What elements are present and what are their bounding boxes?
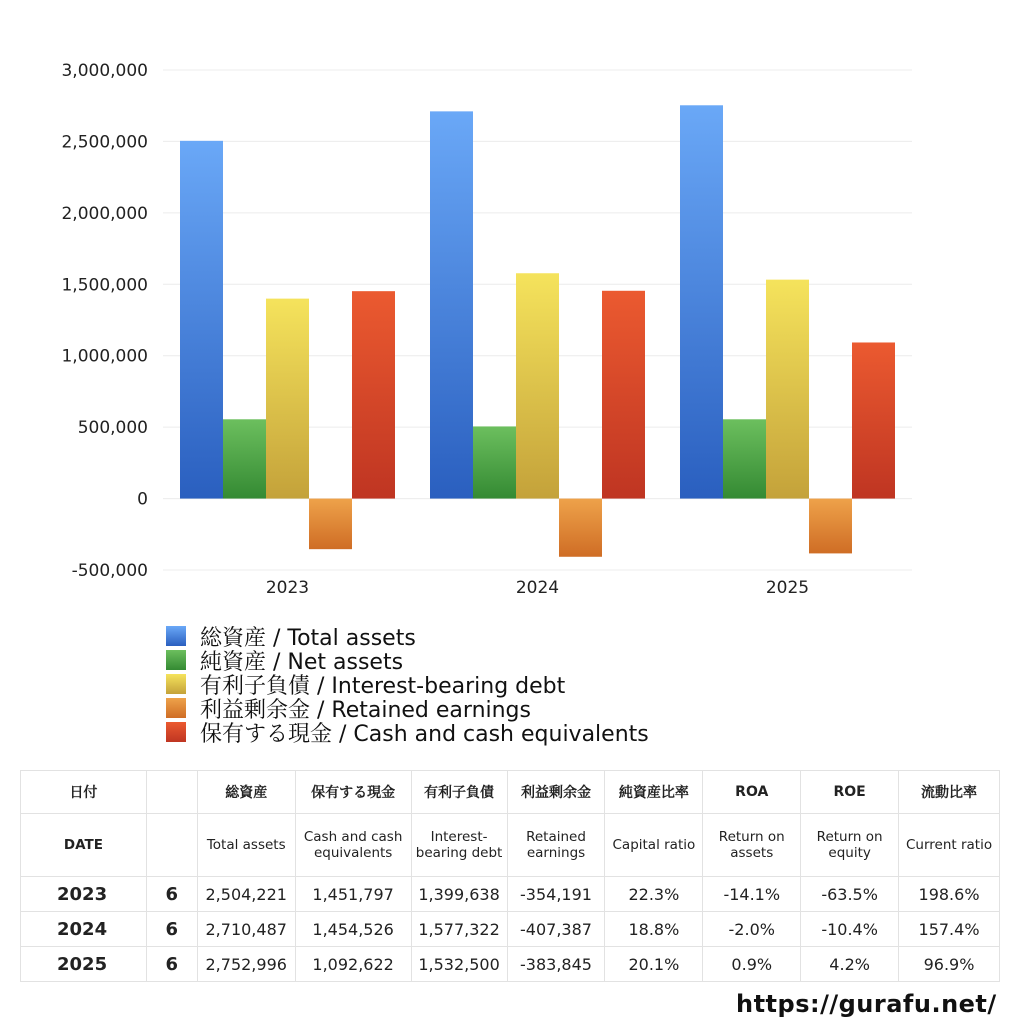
bar <box>180 141 223 499</box>
roa-cell: 0.9% <box>703 947 801 982</box>
legend-item[interactable] <box>166 720 649 747</box>
header-cell: ROA <box>703 771 801 814</box>
header-cell: 利益剰余金 <box>507 771 605 814</box>
year-cell: 2023 <box>21 877 147 912</box>
header-cell: Capital ratio <box>605 814 703 877</box>
bar <box>723 419 766 498</box>
y-tick-label: 2,500,000 <box>61 132 148 153</box>
y-tick-label: 1,500,000 <box>61 275 148 296</box>
table-header-row-en <box>21 814 1000 877</box>
legend-swatch-net-assets <box>166 650 186 670</box>
header-cell: Return on assets <box>703 814 801 877</box>
legend-label: 純資産 / Net assets <box>200 649 404 675</box>
bar <box>602 291 645 499</box>
legend-swatch-interest-bearing-debt <box>166 674 186 694</box>
capital-ratio-cell: 22.3% <box>605 877 703 912</box>
y-tick-label: 2,000,000 <box>61 203 148 224</box>
current-ratio-cell: 157.4% <box>899 912 1000 947</box>
bar <box>516 273 559 498</box>
table-header-row-ja <box>21 771 1000 814</box>
legend-label: 保有する現金 / Cash and cash equivalents <box>200 721 649 747</box>
year-cell: 2024 <box>21 912 147 947</box>
header-cell: ROE <box>801 771 899 814</box>
x-tick-label: 2025 <box>765 578 810 598</box>
roe-cell: -63.5% <box>801 877 899 912</box>
debt-cell: 1,577,322 <box>411 912 507 947</box>
header-cell: 日付 <box>21 771 147 814</box>
header-cell: Interest-bearing debt <box>411 814 507 877</box>
cash-cell: 1,092,622 <box>295 947 411 982</box>
total-assets-cell: 2,504,221 <box>197 877 295 912</box>
legend-label: 総資産 / Total assets <box>200 625 416 651</box>
legend <box>166 624 649 747</box>
header-cell: 保有する現金 <box>295 771 411 814</box>
y-tick-label: 0 <box>137 489 148 510</box>
legend-label: 利益剰余金 / Retained earnings <box>200 697 531 723</box>
total-assets-cell: 2,710,487 <box>197 912 295 947</box>
cash-cell: 1,451,797 <box>295 877 411 912</box>
month-cell: 6 <box>146 877 197 912</box>
header-cell: 流動比率 <box>899 771 1000 814</box>
bar <box>852 342 895 498</box>
legend-swatch-cash <box>166 722 186 742</box>
roa-cell: -14.1% <box>703 877 801 912</box>
header-cell: Current ratio <box>899 814 1000 877</box>
bars <box>180 105 895 556</box>
cash-cell: 1,454,526 <box>295 912 411 947</box>
legend-swatch-total-assets <box>166 626 186 646</box>
month-cell: 6 <box>146 947 197 982</box>
total-assets-cell: 2,752,996 <box>197 947 295 982</box>
bar <box>473 426 516 498</box>
y-tick-label: -500,000 <box>71 561 148 581</box>
year-cell: 2025 <box>21 947 147 982</box>
debt-cell: 1,532,500 <box>411 947 507 982</box>
bar <box>809 499 852 554</box>
roe-cell: 4.2% <box>801 947 899 982</box>
legend-label: 有利子負債 / Interest-bearing debt <box>200 673 566 699</box>
table-row <box>21 877 1000 912</box>
month-cell: 6 <box>146 912 197 947</box>
header-cell: 純資産比率 <box>605 771 703 814</box>
x-axis-ticks <box>266 578 809 598</box>
header-cell: DATE <box>21 814 147 877</box>
header-cell <box>146 771 197 814</box>
x-tick-label: 2024 <box>515 578 560 598</box>
header-cell: Total assets <box>197 814 295 877</box>
y-tick-label: 1,000,000 <box>61 346 148 367</box>
bar <box>430 111 473 498</box>
legend-swatch-retained-earnings <box>166 698 186 718</box>
retained-earnings-cell: -354,191 <box>507 877 605 912</box>
x-tick-label: 2023 <box>265 578 310 598</box>
roe-cell: -10.4% <box>801 912 899 947</box>
bar <box>266 299 309 499</box>
roa-cell: -2.0% <box>703 912 801 947</box>
capital-ratio-cell: 20.1% <box>605 947 703 982</box>
retained-earnings-cell: -383,845 <box>507 947 605 982</box>
y-axis-ticks <box>61 61 148 581</box>
table-row <box>21 912 1000 947</box>
header-cell: 有利子負債 <box>411 771 507 814</box>
bar <box>559 499 602 557</box>
bar <box>309 499 352 550</box>
capital-ratio-cell: 18.8% <box>605 912 703 947</box>
header-cell: Retained earnings <box>507 814 605 877</box>
site-url: https://gurafu.net/ <box>736 990 997 1018</box>
retained-earnings-cell: -407,387 <box>507 912 605 947</box>
debt-cell: 1,399,638 <box>411 877 507 912</box>
bar <box>680 105 723 498</box>
current-ratio-cell: 198.6% <box>899 877 1000 912</box>
header-cell <box>146 814 197 877</box>
y-tick-label: 3,000,000 <box>61 61 148 81</box>
financial-table <box>20 770 1000 982</box>
bar <box>352 291 395 498</box>
header-cell: 総資産 <box>197 771 295 814</box>
y-tick-label: 500,000 <box>77 418 148 439</box>
bar <box>223 419 266 498</box>
bar <box>766 280 809 499</box>
header-cell: Cash and cash equivalents <box>295 814 411 877</box>
table-row <box>21 947 1000 982</box>
header-cell: Return on equity <box>801 814 899 877</box>
current-ratio-cell: 96.9% <box>899 947 1000 982</box>
